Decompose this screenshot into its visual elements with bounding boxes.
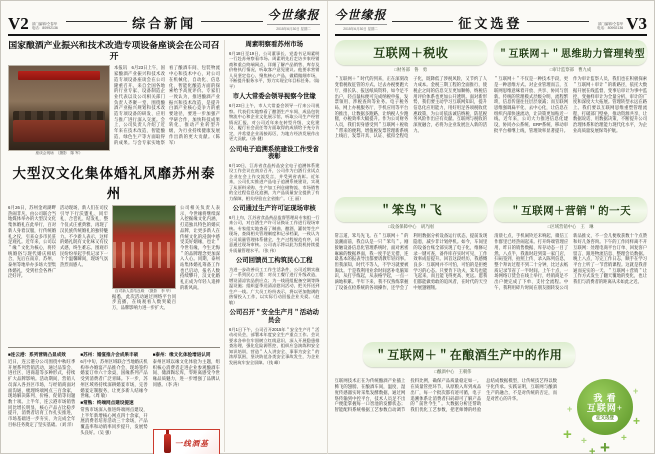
plus-icon: +	[567, 404, 573, 415]
essay-title: ＂互联网＋＂在酿酒生产中的作用	[374, 348, 563, 363]
plus-icon: +	[600, 438, 610, 454]
sidebar-article	[229, 93, 320, 141]
essay-byline: □酿酒中心 王朝伟	[434, 369, 472, 375]
sidebar-article-body: 6月10日，江苏省食品药品安全电子追溯体系建设工作会议在南京召开，公司作为白酒行业试点企业在会上作交流发言，并受到省表彰。近年来，公司扎实推进产品电子追溯系统建设，实现了从原料采购、生产加工到仓储物流、市场销售的全过程信息化追溯，为产品质量安全提供了有力保障，相关经验在全省推广。（王 丽）	[228, 162, 320, 201]
ad-box	[153, 429, 220, 454]
essay	[494, 40, 647, 192]
lead-headline: 国家酿酒产业振兴和技术改造专项设备座谈会在公司召开	[8, 40, 220, 62]
briefs-col1	[8, 351, 75, 454]
wedding-article	[8, 205, 220, 343]
masthead-logo: 今世缘报	[334, 8, 387, 22]
sidebar-article-body: 6月18日至19日，公司董事长、党委书记周素明一行赴苏州察看市场。周素明先后走访多家经销商和重点终端网点，详细了解产品销售、库存及价格执行情况，听取客户意见建议。他要求营销人员坚定信心，聚焦核心产品，做精做细市场，不断提升服务水平，努力实现全年目标任务。（陆 平）	[228, 50, 320, 89]
brief-body: 常熟市场深入推进终端网点建设，上半年新增核心网点四十余家，开展消费者培育活动三十余场，产品覆盖率和动销率同步提升，发展势头良好。（吴 强）	[80, 406, 148, 435]
essay-body: 清晨七点，手机闹铃还未响起，微信工作群里已经热闹起来。打开终端管理应用，昨日的销售数据、库存动态一目了然。八点半，我准时赶到第一家门店，扫码签到、拍照上传、录入陈列信息，整个拜访过程不到二十分钟，比过去纸质记录节省了一半时间。上午十点，一场网络订货会在线上举行，经销商足不出户便完成了下单、支付全流程。中午，我利用碎片时间在朋友圈转发公司新品推文，不一会儿便收获数十个点赞和好几条咨询。下午的工作同样离不开互联网：处理电商平台订单、回复客户留言、跟进物流信息、整理会员数据。晚上八点，写完工作日志，顺手在学习平台上听了一节营销课程。这就是我普通而充实的一天。＂互联网＋营销＂让工作方式发生了翻天覆地的变化，也让我们与消费者的距离从未如此之近。	[494, 233, 647, 290]
page-header-left	[8, 7, 320, 32]
section-title-right: 征文选登	[458, 16, 523, 31]
sidebar-article-headline: 市人大常委会领导视察今世缘	[232, 93, 316, 101]
sidebar-article	[229, 309, 320, 365]
campaign-badge	[563, 378, 647, 454]
left-page-sidebar-column	[224, 40, 320, 452]
badge-pill: 征文选登	[592, 415, 618, 422]
bottle-icon	[164, 434, 171, 453]
sidebar-article	[229, 257, 320, 305]
essay-byline: □区域营销中心 王 琳	[547, 224, 594, 230]
wedding-col3: 据悉，此次活动通过网络平台同步直播，在线观看人数突破百万，品牌影响力进一步扩大。	[112, 293, 176, 310]
section-title-left: 综合新闻	[132, 16, 197, 31]
crowd-graphic	[113, 242, 175, 268]
sidebar-article	[229, 146, 320, 202]
plus-icon: +	[633, 386, 639, 397]
briefs-col3	[153, 351, 220, 454]
date-line: 2015年6月30日 星期二	[267, 24, 319, 31]
page-number-v3: V3	[626, 14, 647, 33]
essay-bottom	[335, 342, 648, 454]
brief-headline: ■泰州：缘文化体验增进认同	[152, 351, 211, 357]
wedding-col4: 公司相关负责人表示，今世缘将继续深入挖掘缘文化内涵，打造独具特色的婚庆品牌，让更多新人在传统文化的浸润中感受美好姻缘，也让＂今世有缘，今生无悔＂的品牌理念更加深入人心。同期，泰州站集体婚礼筹备工作也已启动，报名人数持续攀升，汉文化婚礼正成为年轻人追捧的新风尚。	[180, 204, 220, 290]
essay-title-box	[494, 197, 647, 222]
wedding-photo-caption: 百对新人喜结良缘 （摄影 李 华）	[114, 288, 174, 293]
lead-photo-block	[8, 65, 110, 156]
essay-body: ＂互联网＋＂时代的到来，正在深刻改变着税收征管的方式。过去办税要跑大厅、排长队、报送纸质资料，如今足不出户，轻点鼠标便可完成纳税申报、发票领用、涉税查询等业务。电子税务局、网上办税服务厅、手机应用等平台的推出，让数据多跑路、让纳税人少跑腿，办税效率大幅提升。作为公司财务人员，我们切身感受到＂互联网＋税收＂带来的便利。增值税发票管理新系统上线后，发票开具、认证、抵扣全程电子化，既降低了涉税风险，又节约了人力成本。金税三期工程的全面推行，使税企之间的信息交互更加顺畅，纳税信用评价体系也更加公开透明。面对新形势，我们要主动学习互联网知识，提升信息化应用能力，用好用足各项税收优惠政策，为公司依法诚信纳税、防范税务风险作出应有贡献。互联网与税收的深度融合，必将为企业发展注入新的活力。	[334, 76, 487, 139]
wedding-col1: 6月26日，苏州金鸡湖畔热闹非凡，由公司联合当地媒体举办的大型汉文化集体婚礼在此举行，百对新人身着汉服，行传统婚礼之仪，引来众多市民驻足观礼。近年来，公司以＂缘＂文化为核心，将传统婚俗与现代婚庆相结合，先后在南京、苏州、泰州等地举办多场大型集体婚礼，受到社会各界广泛好评。	[8, 204, 56, 279]
essay-title: ＂互联网＋＂思维助力管理转型	[498, 49, 645, 61]
sidebar-article	[229, 41, 320, 89]
sidebar-article-body: 6月23日上午，市人大常委会领导一行来公司视察。代表们实地察看了酿酒生产车间、成品包装物流中心和企业文化展示馆，听取公司生产经营情况汇报，对公司近年来在转型升级、文化建设、履行社会责任等方面取得的成绩给予充分肯定，并希望企业再接再厉，为地方经济发展作出更大贡献。（孙 健）	[228, 103, 320, 142]
rule-line	[392, 21, 454, 22]
editor-info	[32, 22, 58, 32]
sidebar-article-headline: 公司召开＂安全生产月＂活动动员会	[229, 309, 319, 325]
badge-line2: 互联网+	[586, 402, 624, 413]
editor-line1: 部门编辑/仝春华	[31, 21, 58, 26]
rule-line	[527, 21, 589, 22]
lead-photo-caption: 座谈会现场 （摄影 陈 军）	[35, 151, 83, 156]
sidebar-article-body: 为进一步改善员工工作生活条件，公司近期实施了一系列民心工程：对员工餐厅进行升级改造，增设清凉饮品供应点；为一线班组配备空调等降温设施；组织夏季送清凉慰问活动，把关怀送到生产一线。广大员工纷纷表示，将以更加饱满的热情投入工作，以实际行动回报企业关爱。（赵 敏）	[228, 266, 320, 305]
sidebar-article	[229, 205, 320, 253]
brief-body: 近日，连云港分公司围绕中秋旺季开展系列营销活动，通过品鉴会、进社区、进商超等多种形式，持续扩大品牌影响。活动期间，营销人员深入各县区市场，与经销商面对面沟通，梳理终端网点三百余家，现场解决陈列、价格、促销等问题数十项。上半年，连云港市场销售同比增长明显，核心产品占比稳步提升，消费者培育工作扎实推进，市场基础进一步夯实，为完成全年目标任务奠定了坚实基础。（刘 洋）	[8, 358, 76, 427]
page-v3	[328, 1, 655, 454]
section-title-wrap	[61, 13, 268, 32]
essay-body: ＂互联网＋＂不仅是一种技术手段，更是一种思维方式。对企业管理而言，互联网思维意味着开放、共享、协同与创新。传统的管理模式层级分明、流程繁琐，信息传递往往层层衰减；而互联网思维强调扁平化、去中心化，让信息在组织内部快速流动，让决策更加贴近一线。近年来，公司大力推进信息化建设，协同办公系统、ERP系统、移动审批平台相继上线，管理效率显著提升。作为审计监察人员，我们也在积极探索＂互联网＋审计＂的新路径，依托大数据开展在线监督，变事后审计为事中监控，变抽样审计为全量分析，审计的广度和深度大大拓展。管理转型永远在路上。我们要以互联网思维重塑管理流程，打破部门壁垒，推动资源共享，让数据说话、用数据决策，不断提升公司治理体系和治理能力现代化水平，为企业高质量发展保驾护航。	[494, 76, 647, 133]
sidebar-article-headline: 公司回馈员工构筑民心工程	[235, 257, 313, 265]
wedding-photo-column	[112, 205, 176, 343]
essay-byline: □设备保障中心 胡乃刚	[388, 224, 434, 230]
editor-line1: 部门编辑/仝春华	[597, 21, 624, 26]
brief-headline: ■常熟：终端网点建设提速	[80, 399, 134, 405]
page-number-v2: V2	[8, 14, 29, 33]
page-v2	[1, 1, 328, 454]
plus-icon: +	[621, 433, 627, 445]
essay-title: 互联网＋税收	[373, 46, 449, 61]
essay-title: ＂笨鸟＂飞	[379, 203, 443, 218]
sidebar-article-body: 6月上旬，江苏省食品药品监督管理局专家组一行来公司，对白酒生产许可证换证工作进行现场审核。专家组实地查看了制曲、酿酒、灌装等生产现场，查阅相关管理制度和记录档案，一致认为公司质量管理体系健全，生产过程规范有序，同意通过现场审核。公司表示将以此为契机持续提升质量管理水平。（张 伟）	[228, 214, 320, 253]
editor-line2: 电话：80992136	[31, 26, 58, 31]
wedding-col2: 活动现场，新人们在司仪引导下行沃盥礼、同牢礼、合卺礼、结发礼，整个仪式庄重典雅，再现了汉民族传统婚礼的独特魅力。不少新人表示，这样的婚礼既有文化味又有仪式感，终生难忘。围观市民纷纷举起手机记录下一个个温馨瞬间，现场气氛热烈而感人。	[60, 204, 108, 268]
essay-title-box	[335, 40, 488, 65]
badge-circle	[577, 379, 633, 435]
brief-headline: ■连云港：系列营销凸显成效	[8, 351, 66, 357]
lead-article	[8, 65, 220, 156]
brief-body: 泰州区域以缘文化体验为主题，组织核心消费者走进企业参观酿酒车间、储酒陶坛库，零距离感受今世缘品质魅力，进一步增强了品牌认同感。（李 涛）	[152, 358, 220, 387]
brief-headline: ■苏州：婚宴推介会成果丰硕	[80, 351, 139, 357]
essays-area	[335, 40, 648, 452]
wedding-headline: 大型汉文化集体婚礼风靡苏州泰州	[12, 165, 216, 201]
badge-line1: 我 看	[593, 392, 617, 403]
sidebar-article-headline: 公司电子追溯系统建设工作受省表彰	[229, 145, 319, 161]
plus-icon: +	[563, 426, 572, 444]
essay-title: ＂互联网＋营销＂的一天	[510, 206, 632, 218]
masthead-left	[267, 6, 319, 32]
brief-body: 6月中旬，苏州区域联合当地婚庆机构举办婚宴产品推介会，现场签约婚宴订单六十余桌，国缘系列产品受到消费者广泛青睐。下一步，苏州区域将持续深耕婚宴市场，完善婚宴定制服务，让更多新人结缘今世缘。（周 敏）	[80, 358, 148, 399]
editor-info	[597, 22, 623, 32]
essay-title-box	[363, 342, 575, 367]
news-briefs	[8, 347, 220, 454]
briefs-col2	[80, 351, 147, 454]
header-rule	[335, 34, 648, 36]
sidebar-article-headline: 周素明察看苏州市场	[245, 41, 303, 49]
essay	[335, 40, 488, 192]
section-title-wrap	[387, 13, 595, 32]
essay	[494, 197, 647, 337]
essay-body: 互联网技术正在为传统酿酒产业插上腾飞的翅膀。在酿酒车间，温度、湿度传感器实时采集发酵数据，通过网络传输到中控平台，技术人员足不出户便能掌握每一口窖池的发酵状态；智能配料系统根据工艺参数自动调节投料比例，确保产品质量稳定如一。在质量管控环节，从原粮入库到成品出厂，每一个批次都有迹可循，电子追溯体系让消费者扫码即可了解产品的＂前世今生＂。大数据分析还帮助我们优化工艺参数，把老师傅的经验总结成数据模型，让传统技艺得以数字化传承。实践证明，互联网与酿酒生产的融合，不是对传统的否定，而是对匠心的升华。	[334, 378, 557, 412]
masthead-logo: 今世缘报	[267, 8, 320, 22]
wedding-photo	[112, 205, 176, 289]
date-line: 2015年6月30日 星期二	[335, 24, 387, 31]
ad-text: 一线酒基	[174, 439, 209, 449]
rule-line	[66, 21, 127, 22]
left-main-column	[8, 40, 220, 452]
table-graphic	[13, 120, 105, 142]
essay-byline: □审计监察部 曹九成	[549, 67, 592, 73]
banner-graphic	[18, 71, 100, 80]
meeting-photo	[8, 65, 110, 151]
masthead-right	[335, 6, 387, 32]
sidebar-article-headline: 公司通过生产许可证现场审核	[232, 205, 316, 213]
plus-icon: +	[633, 414, 641, 429]
essay	[335, 197, 488, 337]
essay-title-box	[494, 40, 647, 65]
essay-byline: □财务部 鲁 勇	[394, 67, 428, 73]
essay-title-box	[335, 197, 488, 222]
plus-icon: +	[589, 446, 596, 454]
essay-body: 常言道，笨鸟先飞。在＂互联网＋＂的浪潮面前，我自认是一只＂笨鸟＂。刚接触设备信息化管理系统时，面对密密麻麻的数据界面，我一度手足无措，连最基本的报表导出都要请教年轻同事。但我深知，时代不等人，不学习就要被淘汰。于是我利用业余时间恶补电脑知识，从打字练起，从表格学起，一点一滴地积累。半年下来，我不仅熟练掌握了设备点检系统的各项操作，还学会了利用数据分析设备运行状态，提前发现隐患，减少非计划停机。如今，车间里的设备台账全部实现了电子化，维修记录一键可查，备件库存实时可见，工作效率成倍提升。回首这段经历，我感慨良多：互联网并不可怕，可怕的是拒绝学习的心态。只要肯下功夫，笨鸟也能飞起来，而且能飞得更高、更远。愿我们都能做勇敢的追风者，在时代的天空中展翅翱翔。	[334, 233, 488, 290]
editor-line2: 电话：80992136	[597, 26, 624, 31]
lead-body: 本报讯 6月23日上午，国家酿酒产业振兴和技术改造专项设备座谈会在公司隆重召开。来自全国各地的行业专家、设备制造企业代表以及公司相关部门负责人齐聚一堂，围绕酿酒产业振兴规划和技术改造专项设备的研发、应用与推广进行深入交流。会上，公司负责人介绍了近年来在技术改造、智能酿造、绿色生产等方面取得的成果。与会专家实地察看了酿酒车间、包装物流中心和技术中心，对公司在机械化、自动化、信息化、智能化酿造方面的探索给予高度评价。专家们一致认为，推进酿酒产业振兴和技术改造，是提升白酒产业核心竞争力的重要途径，要进一步加强产学研合作，加快科技成果转化，推动产业转型升级，为行业持续健康发展作出新的更大贡献。（陈 军）	[114, 65, 220, 145]
page-header-right	[335, 7, 648, 32]
header-rule	[8, 34, 320, 36]
plus-icon: +	[581, 436, 587, 448]
rule-line	[201, 21, 262, 22]
sidebar-article-body: 6月1日下午，公司召开2015年＂安全生产月＂活动动员会，部署本年度安全生产重点工作。会议要求各单位牢固树立红线意识，深入开展隐患排查治理，强化危险源管控，组织应急演练和安全知识培训，营造＂人人讲安全、事事为安全＂的浓厚氛围，坚决防范各类安全事故发生，为企业发展筑牢安全屏障。（钱 峰）	[228, 326, 320, 365]
